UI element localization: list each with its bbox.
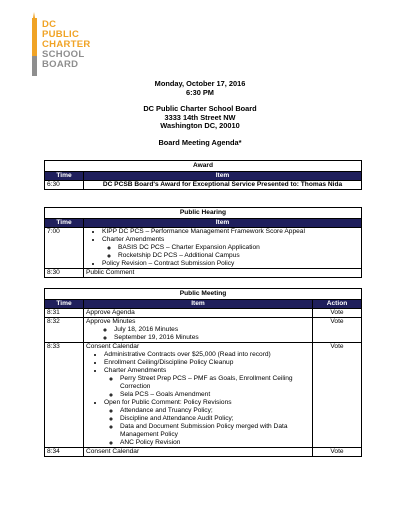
list-item: ◦ July 18, 2016 Minutes [114,326,310,334]
list-item: • Administrative Contracts over $25,000 (Read into record) [104,351,310,359]
item-cell: DC PCSB Board's Award for Exceptional Service Presented to: Thomas Nida [84,181,362,190]
item-column-header: Item [84,219,362,228]
list-item: • KIPP DC PCS – Performance Management Framework Score Appeal [102,228,359,236]
list-item: ◦ BASIS DC PCS – Charter Expansion Application [118,244,359,252]
table-row [45,448,362,457]
time-column-header: Time [45,219,84,228]
logo-text [42,20,91,70]
time-column-header: Time [45,300,84,309]
item-cell: Public Comment [84,269,362,278]
action-cell: Vote [313,309,362,318]
award-section-title: Award [45,161,362,172]
table-row [45,269,362,278]
list-item: • Open for Public Comment: Policy Revisions ◦ Attendance and Truancy Policy; ◦ Discipline and Attendance Audit Policy; ◦ Data and Document Submission Policy merged with Data Management Policy ◦ ANC Policy Revision [104,399,310,447]
action-column-header: Action [313,300,362,309]
organization-name: DC Public Charter School Board [143,104,257,114]
table-row [45,343,362,448]
list-item: • Policy Revision – Contract Submission Policy [102,260,359,268]
address-line-1: 3333 14th Street NW [164,112,236,122]
time-cell: 7:00 [45,228,84,269]
table-row [45,228,362,269]
time-cell: 6:30 [45,181,84,190]
time-cell: 8:33 [45,343,84,448]
public-hearing-section-title: Public Hearing [45,208,362,219]
list-item: ◦ Discipline and Attendance Audit Policy; [120,415,310,423]
agenda-title: Board Meeting Agenda* [158,137,242,147]
table-row [45,318,362,343]
table-row [45,181,362,190]
list-item: ◦ Data and Document Submission Policy merged with Data Management Policy [120,423,310,439]
action-cell: Vote [313,318,362,343]
list-item: ◦ Rocketship DC PCS – Additional Campus [118,252,359,260]
public-meeting-table [44,288,362,457]
item-title: Consent Calendar [86,343,140,350]
item-cell [84,228,362,269]
list-item: ◦ ANC Policy Revision [120,439,310,447]
item-column-header: Item [84,300,313,309]
item-cell [84,343,313,448]
list-item: • Enrollment Ceiling/Discipline Policy Cleanup [104,359,310,367]
logo-line: BOARD [42,59,79,70]
item-cell: Approve Agenda [84,309,313,318]
item-cell: Consent Calendar [84,448,313,457]
time-cell: 8:31 [45,309,84,318]
time-cell: 8:30 [45,269,84,278]
public-meeting-section-title: Public Meeting [45,289,362,300]
item-cell [84,318,313,343]
list-item: ◦ Sela PCS – Goals Amendment [120,391,310,399]
agenda-header [0,80,400,148]
logo-line: CHARTER [42,39,91,50]
list-item: ◦ Attendance and Truancy Policy; [120,407,310,415]
logo-line: DC [42,19,57,30]
meeting-time: 6:30 PM [186,87,214,97]
logo-line: PUBLIC [42,29,80,40]
logo-line: SCHOOL [42,49,85,60]
meeting-date: Monday, October 17, 2016 [154,79,246,88]
list-item: ◦ September 19, 2016 Minutes [114,334,310,342]
list-item: • Charter Amendments ◦ Perry Street Prep PCS – PMF as Goals, Enrollment Ceiling Correction ◦ Sela PCS – Goals Amendment [104,367,310,399]
dc-pcsb-logo [24,12,144,80]
item-column-header: Item [84,172,362,181]
time-cell: 8:32 [45,318,84,343]
table-row [45,309,362,318]
action-cell: Vote [313,448,362,457]
list-item: ◦ Perry Street Prep PCS – PMF as Goals, Enrollment Ceiling Correction [120,375,310,391]
action-cell: Vote [313,343,362,448]
time-cell: 8:34 [45,448,84,457]
pencil-logo-icon [32,18,37,56]
item-title: Approve Minutes [86,318,136,325]
time-column-header: Time [45,172,84,181]
address-line-2: Washington DC, 20010 [160,121,240,131]
pencil-base [32,56,37,76]
list-item: • Charter Amendments ◦ BASIS DC PCS – Charter Expansion Application ◦ Rocketship DC PCS – Additional Campus [102,236,359,260]
award-table [44,160,362,190]
public-hearing-table [44,207,362,278]
